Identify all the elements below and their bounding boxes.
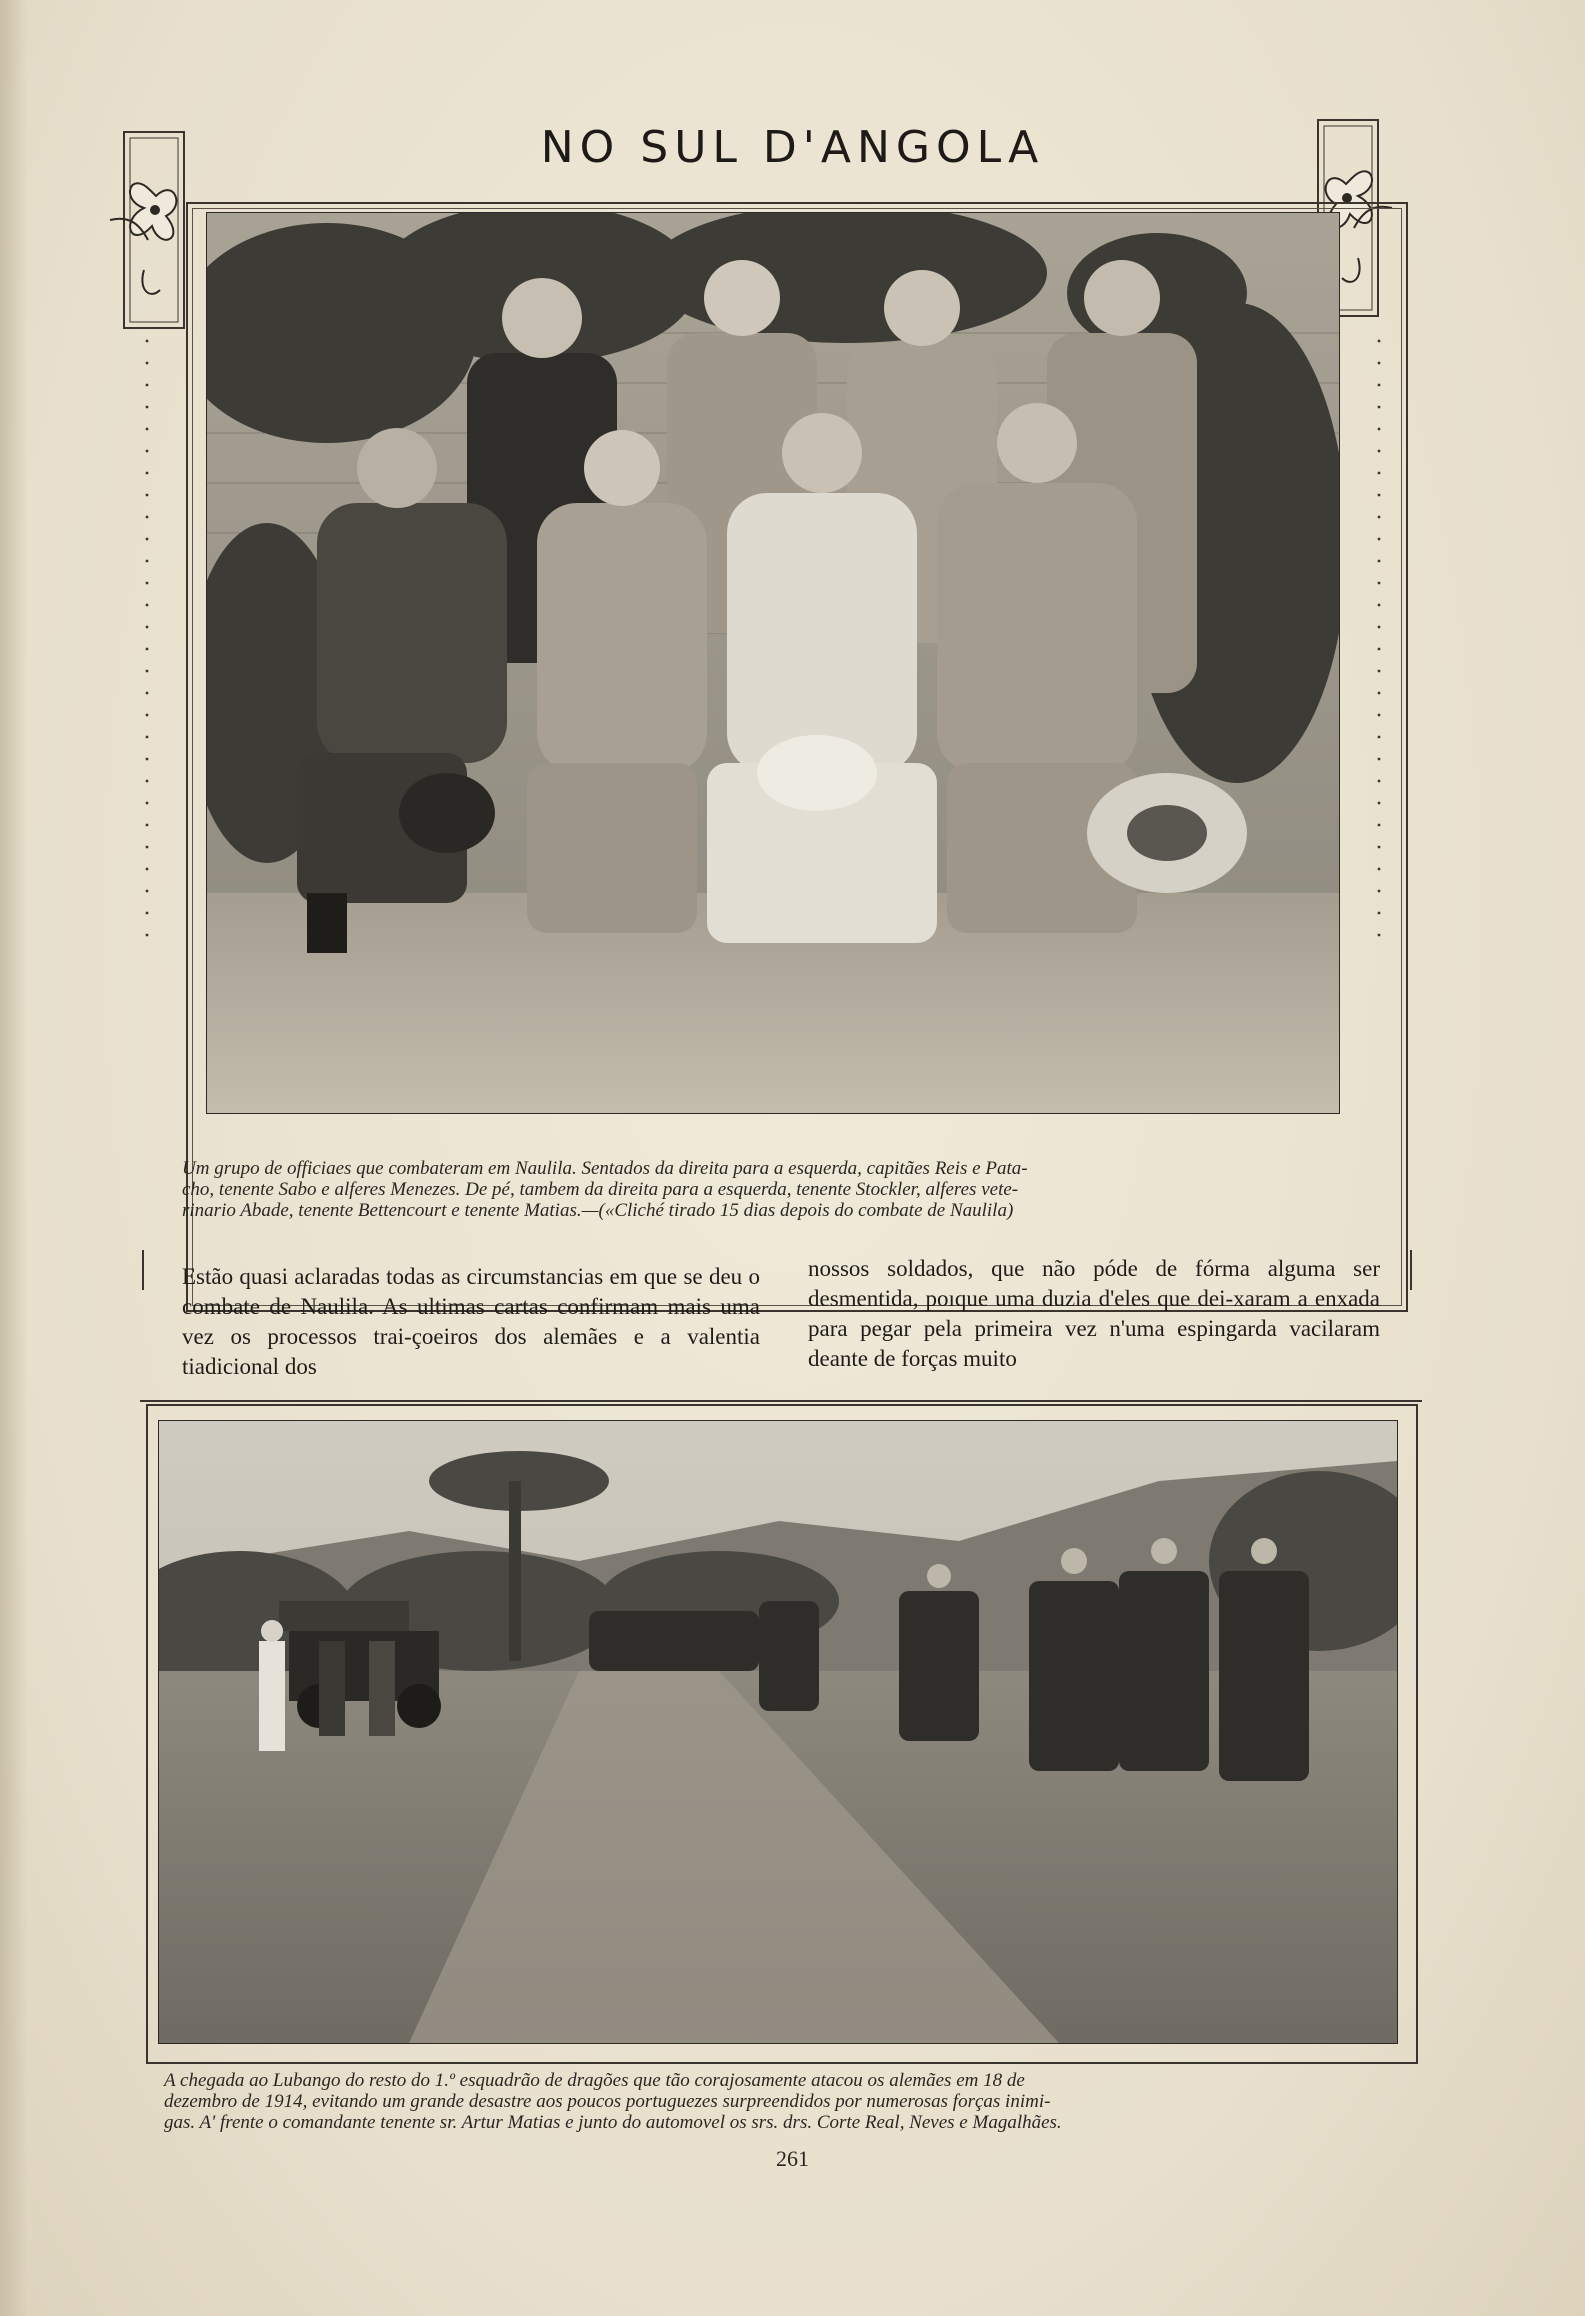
column-tick-right: [1410, 1250, 1412, 1290]
caption-line: cho, tenente Sabo e alferes Menezes. De pé, tambem da direita para a esquerda, tenente Stockler, alferes vete-: [182, 1179, 1019, 1200]
caption-line: rinario Abade, tenente Bettencourt e tenente Matias.—(«Cliché tirado 15 dias depois do combate de Naulila): [182, 1200, 1014, 1221]
article-column-right: nossos soldados, que não póde de fórma alguma ser desmentida, poıque uma duzia d'eles que dei-xaram a enxada para pegar pela primeira vez n'uma espingarda vacilaram deante de forças muito: [808, 1256, 1380, 1371]
column-tick-left: [142, 1250, 144, 1290]
caption-line: Um grupo de officiaes que combateram em Naulila. Sentados da direita para a esquerda, capitães Reis e Pata-: [182, 1158, 1028, 1179]
officers-group-photo: [206, 212, 1340, 1114]
floral-corner-ornament-icon: [100, 130, 188, 330]
page-number: 261: [776, 2146, 809, 2171]
section-divider: [140, 1400, 1422, 1402]
binding-gutter: [0, 0, 28, 2316]
caption-line: A chegada ao Lubango do resto do 1.º esquadrão de dragões que tão corajosamente atacou os alemães em 18 de: [164, 2070, 1025, 2091]
cavalry-arrival-photo: [158, 1420, 1398, 2044]
bottom-photo-caption: [164, 2070, 1416, 2133]
dotted-border-left: [140, 330, 154, 950]
caption-line: dezembro de 1914, evitando um grande desastre aos poucos portuguezes surpreendidos por numerosas forças inimi-: [164, 2091, 1051, 2112]
caption-line: gas. A' frente o comandante tenente sr. Artur Matias e junto do automovel os srs. drs. Corte Real, Neves e Magalhães.: [164, 2112, 1062, 2133]
top-photo-caption: [182, 1158, 1382, 1221]
article-column-left: Estão quasi aclaradas todas as circumstancias em que se deu o combate de Naulila. As ultimas cartas confirmam mais uma vez os processos trai-çoeiros dos alemães e a valentia tiadicional dos: [182, 1264, 760, 1379]
page-title: NO SUL D'ANGOLA: [540, 122, 1045, 173]
